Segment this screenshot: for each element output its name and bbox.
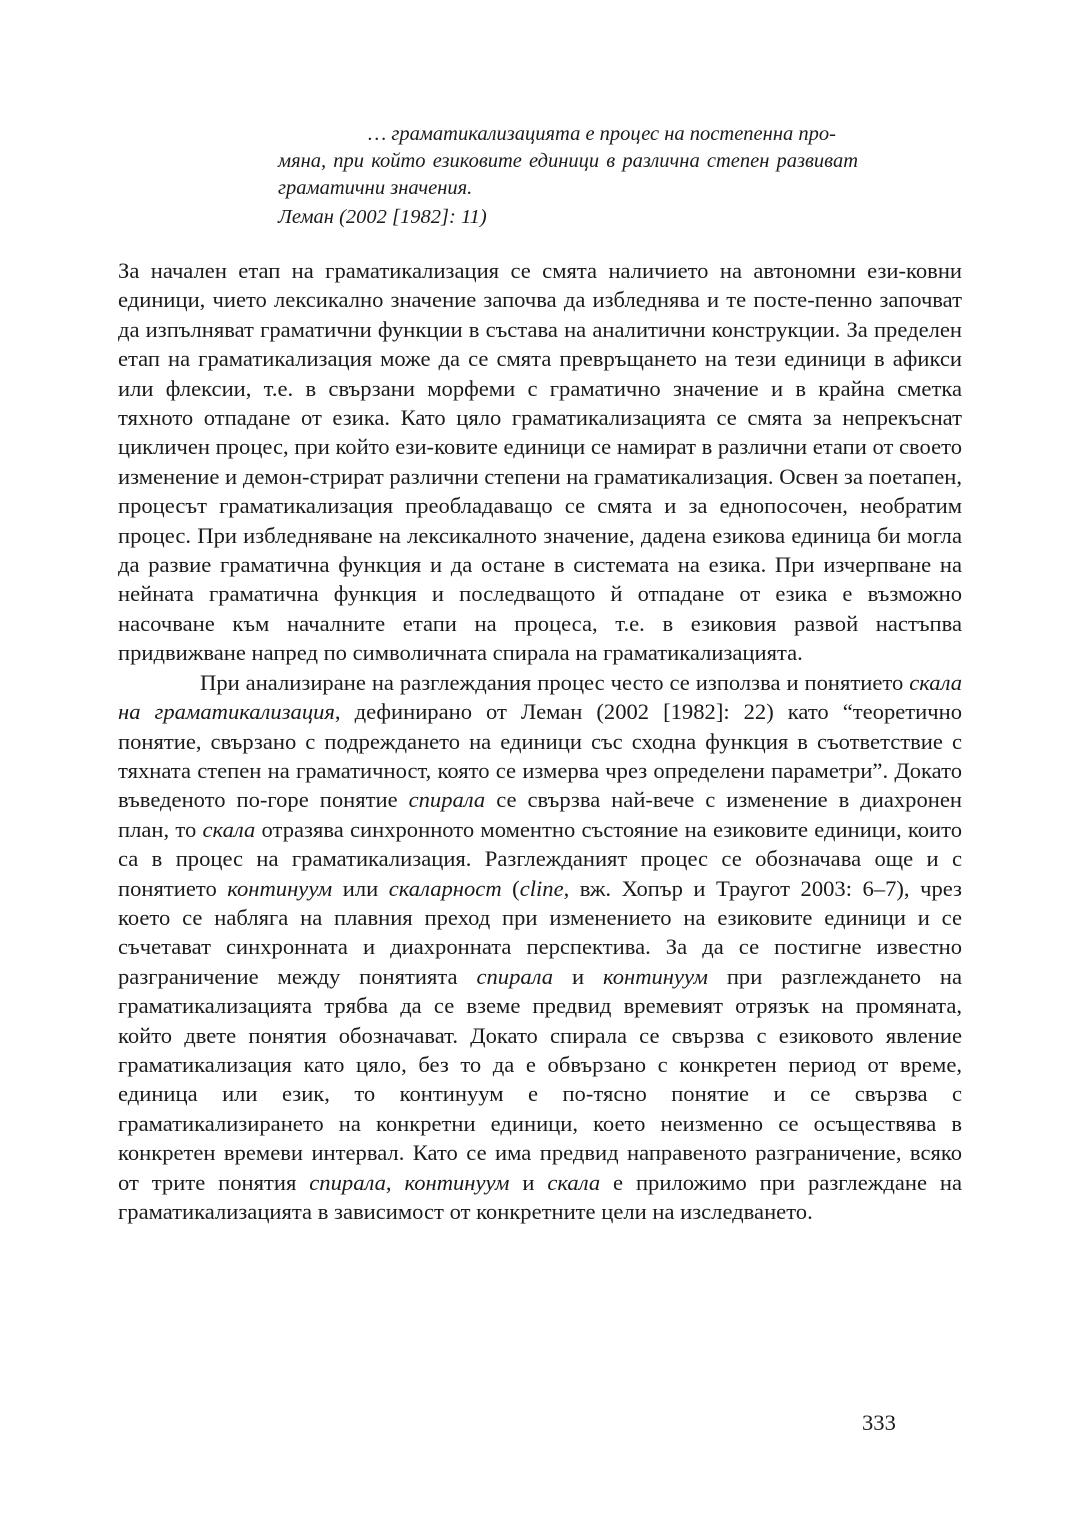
term-scale-of-grammaticalization: скала на граматикализация [118,669,962,725]
p2-text-11: и [509,1169,548,1195]
paragraph-2 [118,668,962,1227]
p2-text-12: е приложимо при разглеждане на граматикализацията в зависимост от конкретните цели на изследването. [118,1169,963,1224]
p2-text-1: При анализиране на разглеждания процес често се използва и понятието [200,669,910,695]
term-scale: скала [202,816,256,842]
epigraph-source: Леман (2002 [1982]: 11) [278,206,487,228]
p2-text-7: , вж. Хопър и Траугот 2003: 6–7), чрез което се набляга на плавния преход при изменението на езиковите единици и се съчетават синхронната и диахронната перспектива. За да се постигне известно разграничение между понятията [118,875,962,989]
p2-text-6: ( [501,875,520,901]
p2-text-5: или [332,875,389,901]
term-spiral-2: спирала [476,963,554,989]
term-scale-3: скала [547,1169,601,1195]
term-spiral: спирала [408,787,486,813]
paragraph-1: За начален етап на граматикализация се смята наличието на автономни ези-ковни единици, чието лексикално значение започва да избледнява и те посте-пенно започват да изпълняват граматични функции в състава на аналитични конструкции. За пределен етап на граматикализация може да се смята превръщането на тези единици в афикси или флексии, т.е. в свързани морфеми с граматично значение и в крайна сметка тяхното отпадане от езика. Като цяло граматикализацията се смята за непрекъснат цикличен процес, при който ези-ковите единици се намират в различни етапи от своето изменение и демон-стрират различни степени на граматикализация. Освен за поетапен, процесът граматикализация преобладаващо се смята и за еднопосочен, необратим процес. При избледняване на лексикалното значение, дадена езикова единица би могла да развие граматична функция и да остане в системата на езика. При изчерпване на нейната граматична функция и последващото й отпадане от езика е възможно насочване към началните етапи на процеса, т.е. в езиковия развой настъпва придвижване напред по символичната спирала на граматикализацията. [118,258,962,666]
term-spiral-3: спирала [309,1169,386,1195]
term-continuum-2: континуум [602,963,708,989]
p2-text-9: при разглеждането на граматикализацията трябва да се вземе предвид времевият отрязък на промяната, който двете понятия обозначават. Докато спирала се свързва с езиковото явление граматикализация като цяло, без то да е обвързано с конкретен период от време, единица или език, то континуум е по-тясно понятие и се свързва с граматикализирането на конкретни единици, което неизменно се осъществява в конкретен времеви интервал. Като се има предвид направеното разграничение, всяко от трите понятия [118,963,963,1195]
p2-text-2: , дефинирано от Леман (2002 [1982]: 22) като “теоретично понятие, свързано с подреждането на единици със сходна функция в съответствие с тяхната степен на граматичност, която се измерва чрез определени параметри”. Докато въведеното по-горе понятие [118,699,962,813]
epigraph-line-2: мяна, при който езиковите единици в различна степен развиват граматични значения. [278,150,858,199]
page-number: 333 [862,1410,896,1435]
p2-text-10: , [385,1169,405,1195]
main-text [118,256,962,1226]
p2-text-8: и [553,963,603,989]
p2-text-3: се свързва най-вече с изменение в диахронен план, то [118,787,962,842]
term-scalarity: скаларност [388,875,502,901]
epigraph-line-1: … граматикализацията е процес на постепенна про- [368,123,836,145]
term-continuum-3: континуум [404,1169,510,1195]
epigraph [278,121,858,231]
term-continuum: континуум [227,875,333,901]
term-cline: cline [519,875,564,901]
p2-text-4: отразява синхронното моментно състояние на езиковите единици, които са в процес на граматикализация. Разглежданият процес се обозначава още и с понятието [118,816,962,901]
